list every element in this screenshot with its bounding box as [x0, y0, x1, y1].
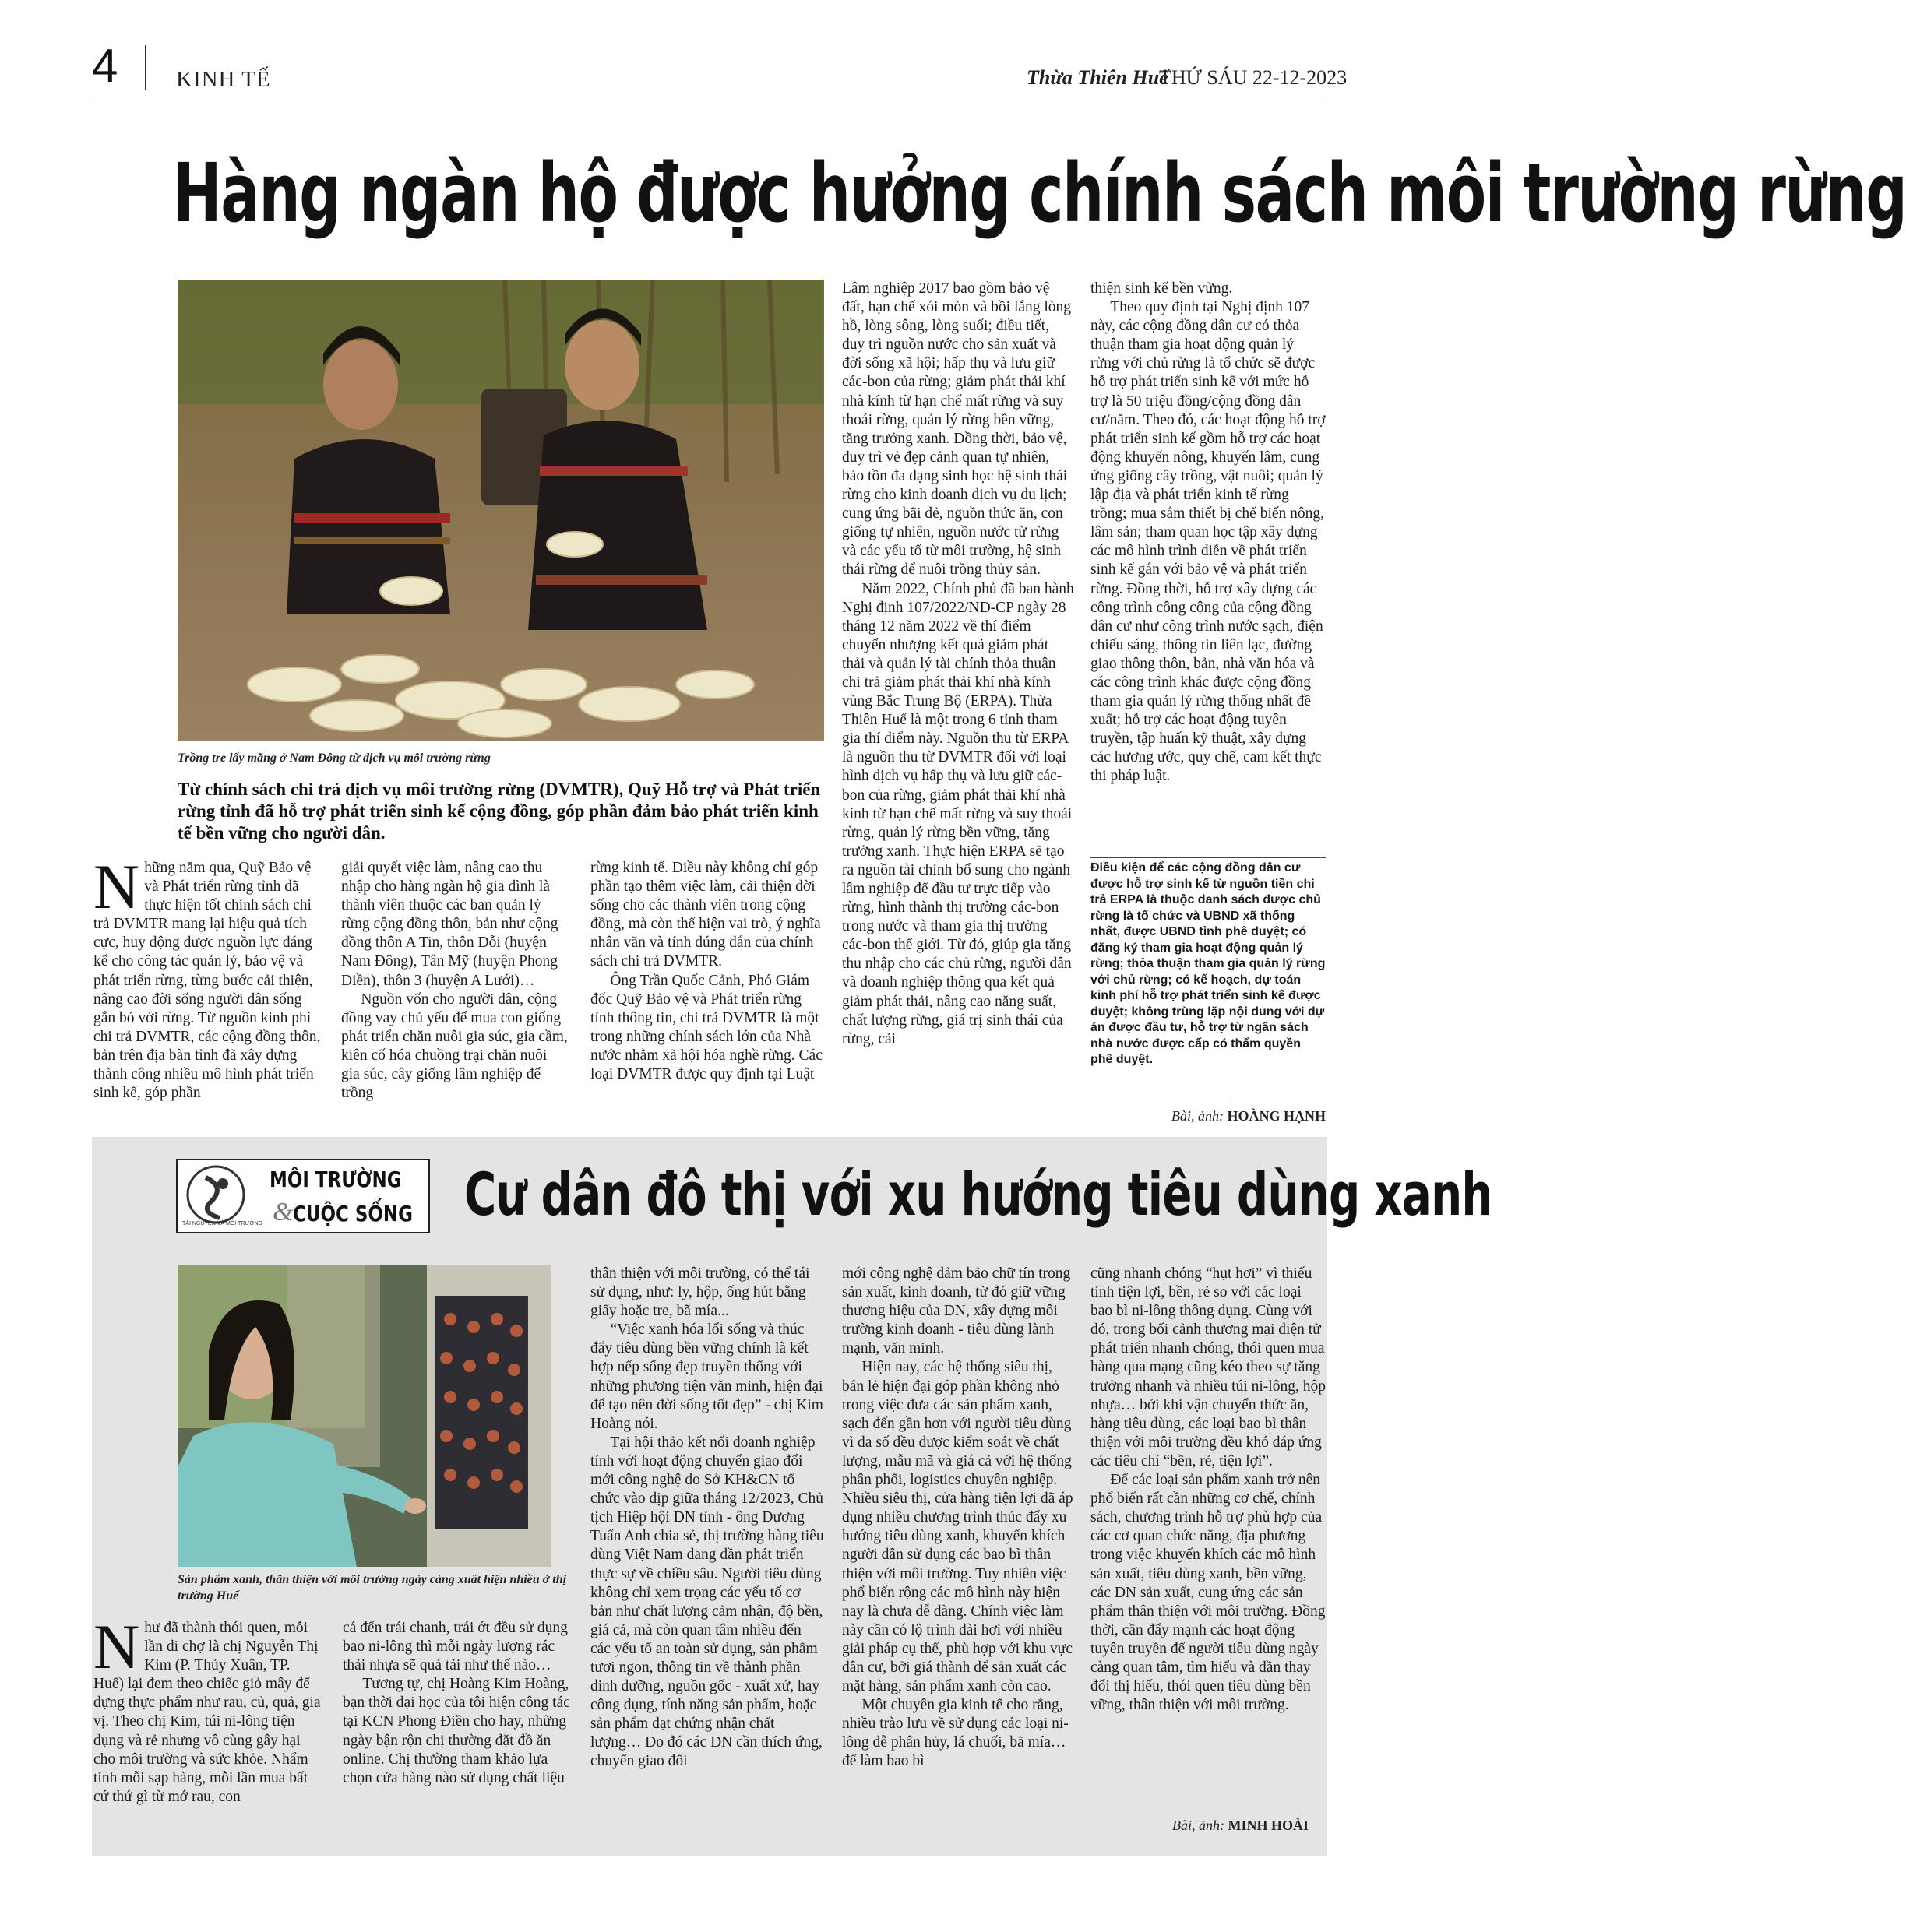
article2-dropcap: N: [93, 1611, 140, 1682]
logo-line-1: MÔI TRƯỜNG: [270, 1167, 402, 1192]
article1-photo-caption: Trồng tre lấy măng ở Nam Đông từ dịch vụ môi trường rừng: [178, 751, 491, 765]
article2-paragraph: Tại hội thảo kết nối doanh nghiệp tỉnh với hoạt động chuyển giao đổi mới công nghệ do Sở KH&CN tổ chức vào dịp giữa tháng 12/2023, Chủ tịch Hiệp hội DN tỉnh - ông Dương Tuấn Anh chia sẻ, thị trường hàng tiêu dùng Việt Nam đang dần phát triển thực sự về chiều sâu. Người tiêu dùng không chỉ xem trọng các yếu tố cơ bản như chất lượng cảm nhận, độ bền, giá cả, mà còn quan tâm nhiều đến các yếu tố an toàn sử dụng, sản phẩm tươi ngon, thông tin về thành phần dinh dưỡng, nguồn gốc - xuất xứ, hay công dụng, tính năng sản phẩm, hoặc sản phẩm đạt chứng nhận chất lượng… Do đó các DN cần thích ứng, chuyển giao đổi: [590, 1434, 824, 1770]
article1-paragraph: Theo quy định tại Nghị định 107 này, các cộng đồng dân cư có thỏa thuận tham gia hoạt động quản lý rừng với chủ rừng là tổ chức sẽ được hỗ trợ phát triển sinh kế với mức hỗ trợ là 50 triệu đồng/cộng đồng dân cư/năm. Theo đó, các hoạt động hỗ trợ phát triển sinh kế gồm hỗ trợ các hoạt động khuyến nông, khuyến lâm, cung ứng giống cây trồng, vật nuôi; quản lý lập địa và phát triển kinh tế rừng trồng; mua sắm thiết bị chế biến nông, lâm sản; tham quan học tập xây dựng các mô hình trình diễn về phát triển sinh kế gắn với bảo vệ và phát triển rừng. Đồng thời, hỗ trợ xây dựng các công trình công cộng của cộng đồng dân cư như công trình nước sạch, điện chiếu sáng, thông tin liên lạc, đường giao thông thôn, bản, nhà văn hóa và các công trình khác được cộng đồng tham gia quản lý rừng thống nhất đề xuất; hỗ trợ các hoạt động tuyên truyền, tập huấn kỹ thuật, xây dựng các hương ước, quy chế, cam kết thực thi pháp luật.: [1090, 299, 1326, 785]
article2-column-1: [93, 1611, 324, 1807]
article1-column-2: [341, 859, 569, 1103]
article1-paragraph: Nguồn vốn cho người dân, cộng đồng vay chủ yếu để mua con giống phát triển chăn nuôi gia súc, gia cầm, kiên cố hóa chuồng trại chăn nuôi gia súc, cây giống lâm nghiệp để trồng: [341, 991, 568, 1102]
article1-paragraph: giải quyết việc làm, nâng cao thu nhập cho hàng ngàn hộ gia đình là thành viên thuộc các ban quản lý rừng cộng đồng thôn, bản như cộng đồng thôn A Tin, thôn Dỗi (huyện Nam Đông), Tân Mỹ (huyện Phong Điền), thôn 3 (huyện A Lưới)…: [341, 860, 558, 989]
logo-ampersand: &: [273, 1198, 294, 1226]
article1-byline: [1090, 1108, 1326, 1124]
article1-paragraph: hững năm qua, Quỹ Bảo vệ và Phát triển rừng tỉnh đã thực hiện tốt chính sách chi trả DVMTR mang lại hiệu quả tích cực, huy động được nguồn lực đáng kể cho công tác quản lý, bảo vệ và phát triển rừng, từng bước cải thiện, nâng cao đời sống người dân sống gắn bó với rừng. Từ nguồn kinh phí chi trả DVMTR, các cộng đồng thôn, bản trên địa bàn tỉnh đã xây dựng thành công nhiều mô hình phát triển sinh kế, góp phần: [93, 860, 321, 1102]
boxed-note-rule: [1090, 857, 1326, 858]
article1-paragraph: Ông Trần Quốc Cảnh, Phó Giám đốc Quỹ Bảo vệ và Phát triển rừng tỉnh thông tin, chi trả DVMTR là một trong những chính sách lớn của Nhà nước nhằm xã hội hóa nghề rừng. Các loại DVMTR được quy định tại Luật: [590, 972, 823, 1083]
logo-subtitle: TÀI NGUYÊN VÀ MÔI TRƯỜNG: [182, 1221, 262, 1226]
article1-boxed-note: Điều kiện để các cộng đồng dân cư được hỗ trợ sinh kế từ nguồn tiền chi trả ERPA là thuộc danh sách được chủ rừng là tổ chức và UBND xã thống nhất, được UBND tỉnh phê duyệt; có đăng ký tham gia hoạt động quản lý rừng; thỏa thuận tham gia quản lý rừng với chủ rừng; có kế hoạch, dự toán kinh phí hỗ trợ phát triển sinh kế được duyệt; không trùng lặp nội dung với dự án được đầu tư, hỗ trợ từ ngân sách nhà nước được cấp có thẩm quyền phê duyệt.: [1090, 861, 1326, 1066]
article2-photo-caption: Sản phẩm xanh, thân thiện với môi trường ngày càng xuất hiện nhiều ở thị trường Huế: [178, 1573, 567, 1603]
article1-column-5: [1090, 280, 1326, 787]
bamboo-shoots-photo-illustration: [178, 280, 824, 741]
article2-paragraph: cá đến trái chanh, trái ớt đều sử dụng bao ni-lông thì mỗi ngày lượng rác thải nhựa sẽ quá tải như thế nào…: [343, 1620, 568, 1674]
section-logo: [176, 1159, 430, 1233]
article1-column-1: [93, 851, 321, 1103]
article1-column-3: [590, 859, 826, 1084]
article1-paragraph: rừng kinh tế. Điều này không chỉ góp phần tạo thêm việc làm, cải thiện đời sống cho các thành viên trong cộng đồng, mà còn thể hiện vai trò, ý nghĩa nhân văn và tính đúng đắn của chính sách chi trả DVMTR.: [590, 860, 821, 970]
article1-column-4: [842, 280, 1074, 1049]
article2-paragraph: mới công nghệ đảm bảo chữ tín trong sản xuất, kinh doanh, từ đó giữ vững thương hiệu của DN, xây dựng môi trường kinh doanh - tiêu dùng lành mạnh, văn minh.: [842, 1265, 1071, 1357]
article2-paragraph: Tương tự, chị Hoàng Kim Hoàng, bạn thời đại học của tôi hiện công tác tại KCN Phong Điền cho hay, những ngày bận rộn chị thường đặt đồ ăn online. Chị thường tham khảo lựa chọn cửa hàng nào sử dụng chất liệu: [343, 1676, 570, 1786]
article1-paragraph: thiện sinh kế bền vững.: [1090, 280, 1233, 297]
article1-lead: Từ chính sách chi trả dịch vụ môi trường rừng (DVMTR), Quỹ Hỗ trợ và Phát triển rừng tỉnh đã hỗ trợ phát triển sinh kế cộng đồng, góp phần đảm bảo phát triển kinh tế bền vững cho người dân.: [178, 779, 821, 843]
article2-column-5: [1090, 1265, 1326, 1715]
article2-photo: [178, 1265, 551, 1567]
article1-dropcap: N: [93, 851, 140, 922]
page-number: 4: [92, 40, 118, 92]
article2-byline: [1090, 1818, 1309, 1834]
green-products-stall-photo-illustration: [178, 1265, 551, 1567]
article1-paragraph: Lâm nghiệp 2017 bao gồm bảo vệ đất, hạn chế xói mòn và bồi lắng lòng hồ, lòng sông, lòng suối; điều tiết, duy trì nguồn nước cho sản xuất và đời sống xã hội; hấp thụ và lưu giữ các-bon của rừng; giảm phát thải khí nhà kính từ hạn chế mất rừng và suy thoái rừng, quản lý rừng bền vững, tăng trưởng xanh. Đồng thời, bảo vệ, duy trì vẻ đẹp cảnh quan tự nhiên, bảo tồn đa dạng sinh học hệ sinh thái rừng cho kinh doanh dịch vụ du lịch; cung ứng bãi đẻ, nguồn thức ăn, con giống tự nhiên, nguồn nước từ rừng và các yếu tố từ môi trường, hệ sinh thái rừng để nuôi trồng thủy sản.: [842, 280, 1072, 579]
header-divider: [145, 45, 146, 90]
article2-paragraph: Một chuyên gia kinh tế cho rằng, nhiều trào lưu về sử dụng các loại ni-lông dễ phân hủy, lá chuối, bã mía… để làm bao bì: [842, 1697, 1069, 1770]
article2-paragraph: “Việc xanh hóa lối sống và thúc đẩy tiêu dùng bền vững chính là kết hợp nếp sống đẹp truyền thống với những phương tiện văn minh, hiện đại để tạo nên đời sống tốt đẹp” - chị Kim Hoàng nói.: [590, 1321, 823, 1432]
article1-photo: [178, 280, 824, 741]
article2-paragraph: cũng nhanh chóng “hụt hơi” vì thiếu tính tiện lợi, bền, rẻ so với các loại bao bì ni-lông thông dụng. Cùng với đó, trong bối cảnh thương mại điện tử phát triển nhanh chóng, thói quen mua hàng qua mạng cũng kéo theo sự tăng trưởng nhanh và nhiều túi ni-lông, hộp nhựa… bởi khi vận chuyển thức ăn, hàng tiêu dùng, các loại bao bì thân thiện với môi trường đều khó đáp ứng các tiêu chí “bền, rẻ, tiện lợi”.: [1090, 1265, 1326, 1469]
logo-line-2: CUỘC SỐNG: [293, 1201, 413, 1226]
article2-paragraph: Hiện nay, các hệ thống siêu thị, bán lẻ hiện đại góp phần không nhỏ trong việc đưa các sản phẩm xanh, sạch đến gần hơn với người tiêu dùng vì đa số đều được kiểm soát về chất lượng, mẫu mã và giá cả với hệ thống phân phối, logistics chuyên nghiệp. Nhiều siêu thị, cửa hàng tiện lợi đã áp dụng nhiều chương trình thúc đẩy xu hướng tiêu dùng xanh, khuyến khích người dân sử dụng các bao bì thân thiện với môi trường. Tuy nhiên việc phổ biến rộng các mô hình này hiện nay là chưa dễ dàng. Chính việc làm này cần có lộ trình dài hơi với nhiều giải pháp cụ thể, phù hợp với khu vực dân cư, bởi giá thành để sản xuất các mặt hàng, sản phẩm xanh còn cao.: [842, 1359, 1073, 1695]
article2-paragraph: thân thiện với môi trường, có thể tái sử dụng, như: ly, hộp, ống hút bằng giấy hoặc tre, bã mía...: [590, 1265, 810, 1320]
byline-author: HOÀNG HẠNH: [1227, 1108, 1326, 1124]
section-name: KINH TẾ: [176, 67, 271, 92]
article2-column-2: [343, 1619, 573, 1788]
byline-label: Bài, ảnh:: [1172, 1818, 1224, 1833]
issue-date: THỨ SÁU 22-12-2023: [1159, 66, 1348, 89]
article2-paragraph: Để các loại sản phẩm xanh trở nên phổ biến rất cần những cơ chế, chính sách, chương trình hỗ trợ phù hợp của các cơ quan chức năng, địa phương trong việc khuyến khích các mô hình sản xuất, tiêu dùng xanh, bền vững, các DN sản xuất, cung ứng các sản phẩm thân thiện với môi trường. Đồng thời, cần đẩy mạnh các hoạt động tuyên truyền để người tiêu dùng ngày càng quan tâm, tìm hiểu và dần thay đổi thị hiếu, thói quen tiêu dùng bền vững, thân thiện với môi trường.: [1090, 1472, 1326, 1714]
article2-column-3: [590, 1265, 824, 1772]
article1-headline: Hàng ngàn hộ được hưởng chính sách môi trường rừng: [173, 146, 1906, 241]
byline-label: Bài, ảnh:: [1171, 1108, 1224, 1124]
article2-column-4: [842, 1265, 1076, 1772]
byline-author: MINH HOÀI: [1228, 1818, 1309, 1833]
publication-name: Thừa Thiên Huế: [1027, 66, 1168, 89]
article1-paragraph: Năm 2022, Chính phủ đã ban hành Nghị định 107/2022/NĐ-CP ngày 28 tháng 12 năm 2022 về thí điểm chuyển nhượng kết quả giảm phát thải và quản lý tài chính thỏa thuận chi trả giảm phát thải khí nhà kính vùng Bắc Trung Bộ (ERPA). Thừa Thiên Huế là một trong 6 tỉnh tham gia thí điểm này. Nguồn thu từ ERPA là nguồn thu từ DVMTR đối với loại hình dịch vụ hấp thụ và lưu giữ các-bon của rừng, giảm phát thải khí nhà kính từ hạn chế mất rừng và suy thoái rừng, quản lý rừng bền vững, tăng trưởng xanh. Thực hiện ERPA sẽ tạo ra nguồn tài chính bổ sung cho ngành lâm nghiệp để đầu tư trực tiếp vào rừng, hình thành thị trường các-bon trong nước và tham gia thị trường các-bon thế giới. Từ đó, giúp gia tăng thu nhập cho các chủ rừng, người dân và doanh nghiệp thông qua kết quả giảm phát thải, nâng cao năng suất, chất lượng rừng, giá trị sinh thái của rừng, cải: [842, 580, 1074, 1047]
article2-headline: Cư dân đô thị với xu hướng tiêu dùng xanh: [464, 1160, 1492, 1229]
article2-paragraph: hư đã thành thói quen, mỗi lần đi chợ là chị Nguyễn Thị Kim (P. Thủy Xuân, TP. Huế) lại đem theo chiếc giỏ mây để đựng thực phẩm như rau, củ, quả, gia vị. Theo chị Kim, túi ni-lông tiện dụng và rẻ nhưng vô cùng gây hại cho môi trường và sức khỏe. Nhẩm tính mỗi sạp hàng, mỗi lần mua bất cứ thứ gì từ mớ rau, con: [93, 1620, 321, 1805]
